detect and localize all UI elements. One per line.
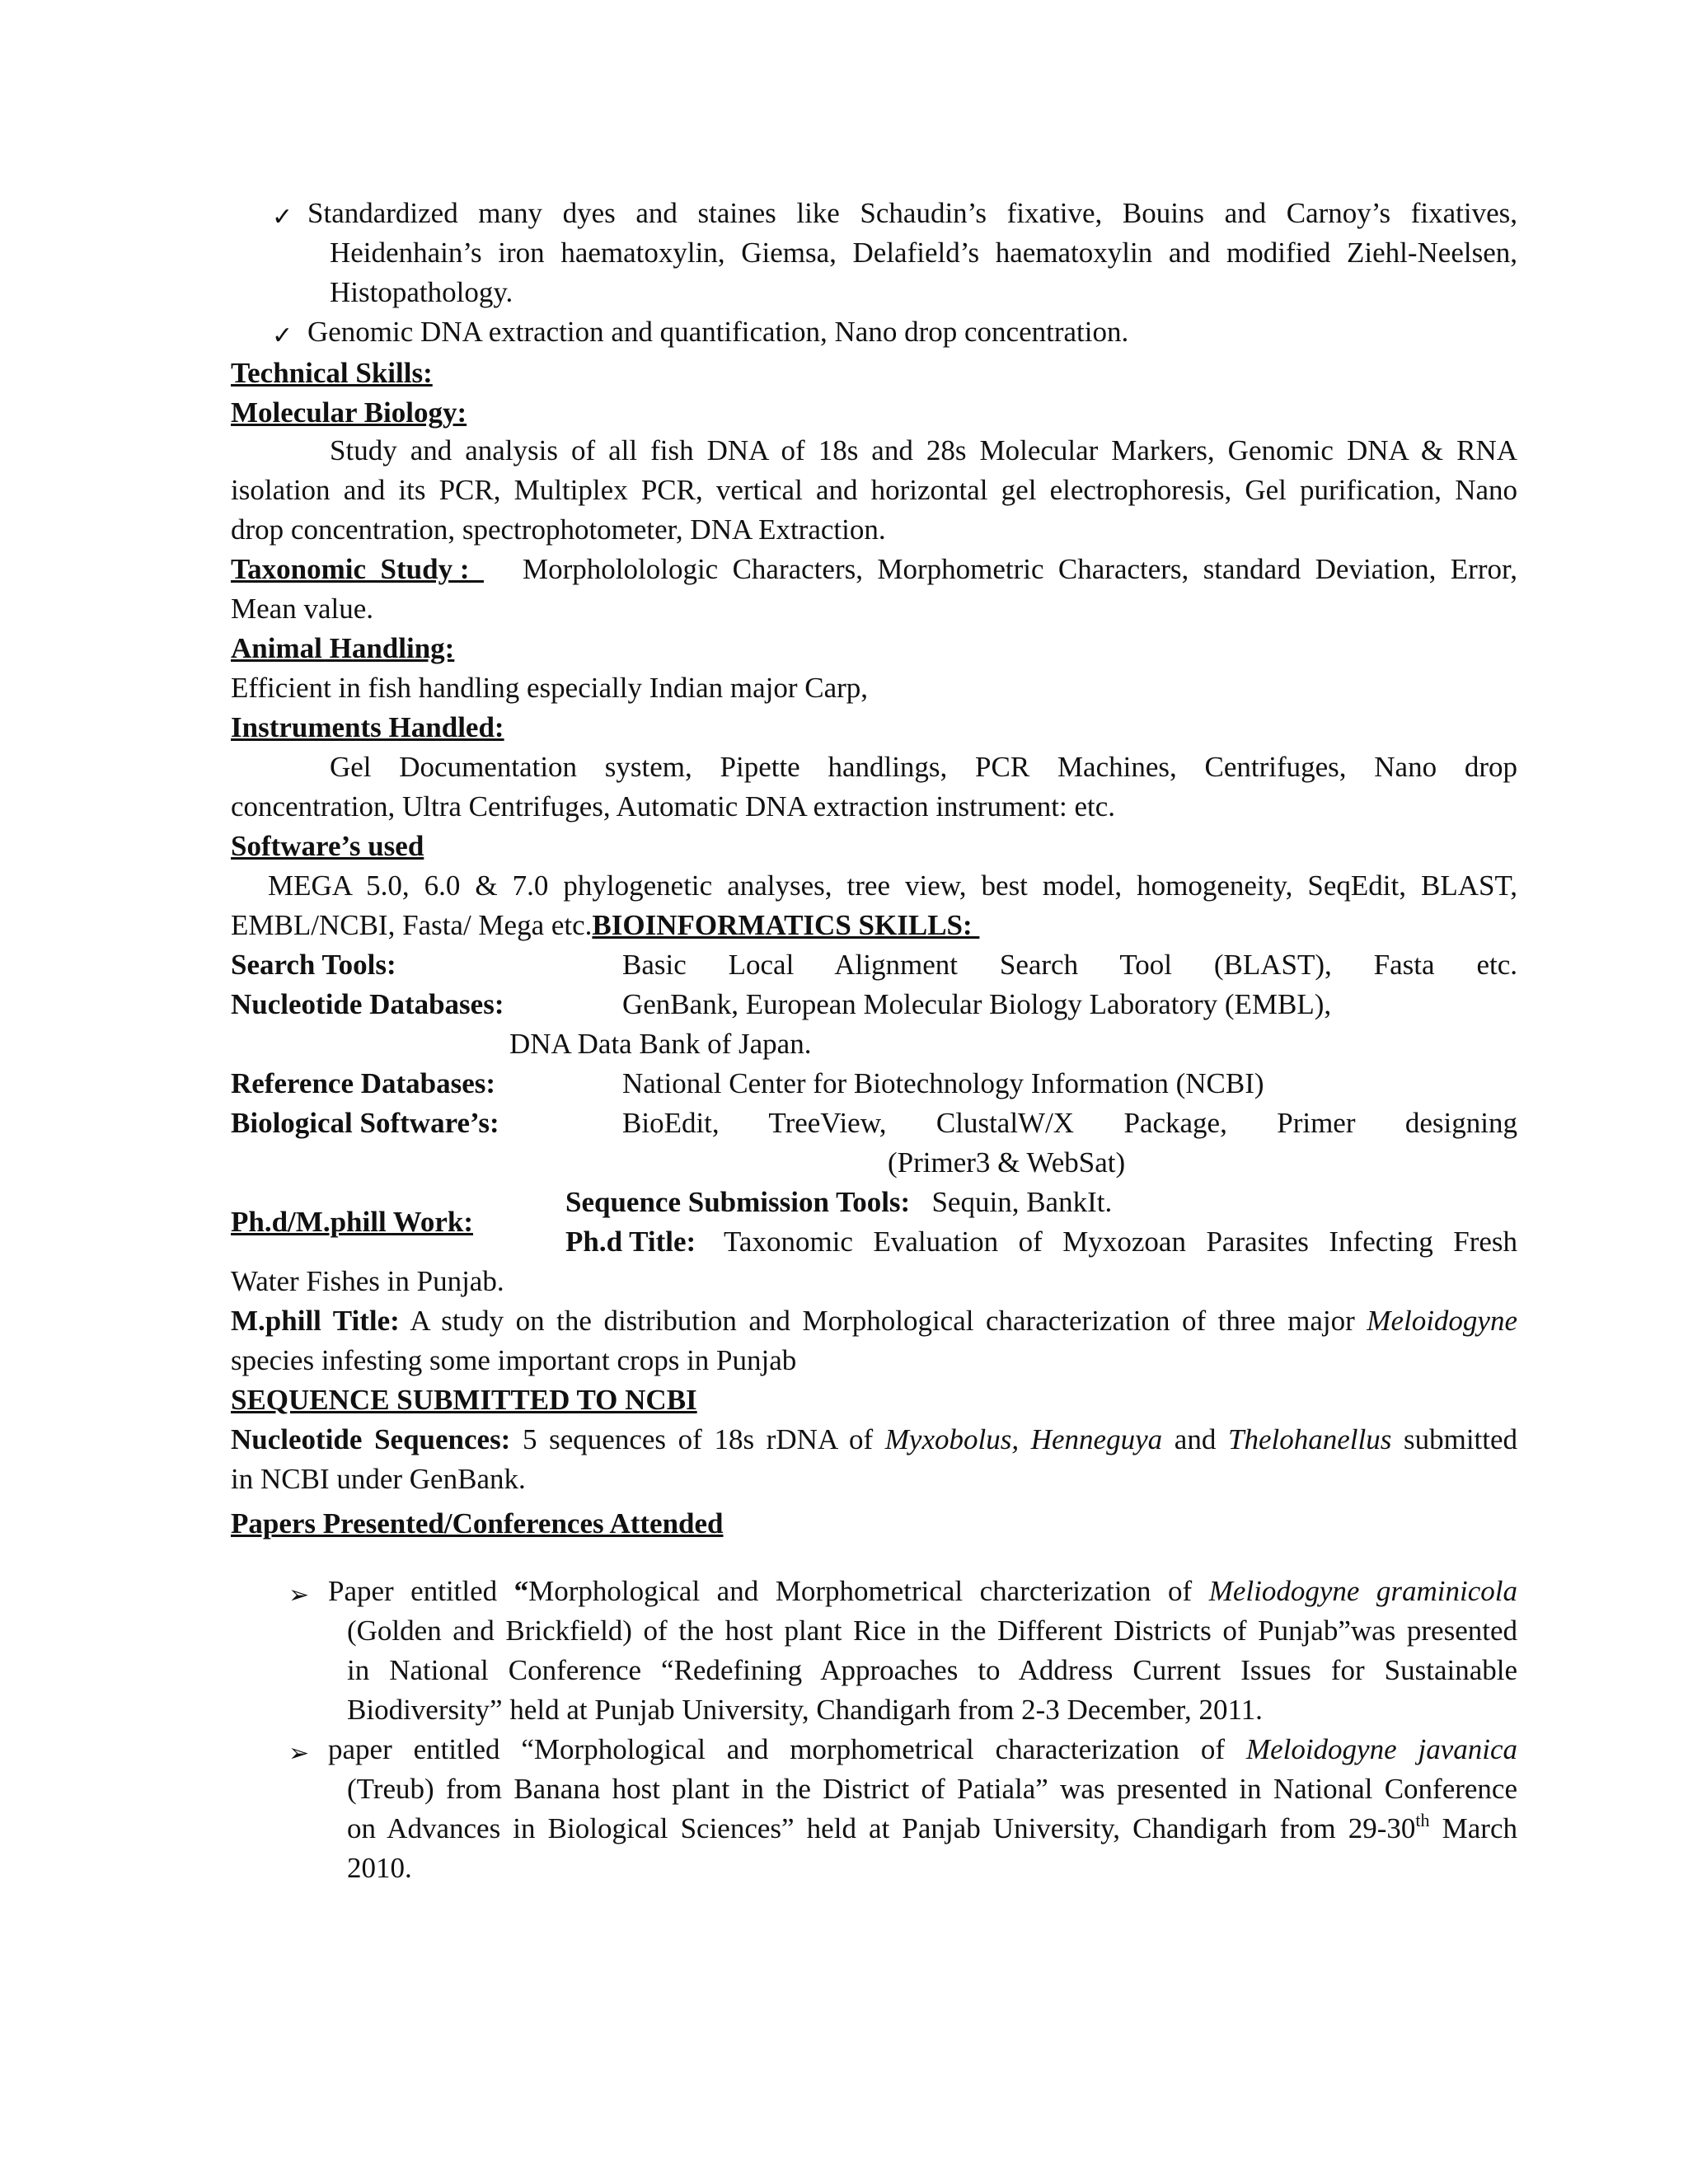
- reference-databases-value: National Center for Biotechnology Information (NCBI): [622, 1067, 1264, 1099]
- molecular-line-1: Study and analysis of all fish DNA of 18s and 28s Molecular Markers, Genomic DNA & RNA: [330, 434, 1517, 466]
- molecular-line-2: isolation and its PCR, Multiplex PCR, vertical and horizontal gel electrophoresis, Gel purification, Nano: [231, 474, 1517, 506]
- nucleotide-databases-value-2: DNA Data Bank of Japan.: [509, 1028, 812, 1060]
- paper-1-species: Meliodogyne graminicola: [1208, 1575, 1518, 1607]
- animal-handling-heading: Animal Handling:: [231, 632, 455, 664]
- checkmark-icon: ✓: [272, 203, 293, 232]
- reference-databases-label: Reference Databases:: [231, 1067, 496, 1099]
- phd-title-line-1: Taxonomic Evaluation of Myxozoan Parasites Infecting Fresh: [724, 1226, 1517, 1258]
- nucleotide-sequences-line-2: in NCBI under GenBank.: [231, 1463, 526, 1495]
- mphil-title-label: M.phill Title:: [231, 1305, 400, 1337]
- search-tools-label: Search Tools:: [231, 949, 396, 981]
- software-heading: Software’s used: [231, 830, 424, 862]
- taxonomic-line-2: Mean value.: [231, 593, 373, 625]
- instruments-heading: Instruments Handled:: [231, 711, 504, 743]
- nucleotide-sequences-line-1: [231, 1420, 1517, 1460]
- paper-2-line-2: (Treub) from Banana host plant in the District of Patiala” was presented in National Conference: [347, 1773, 1517, 1805]
- biological-software-value-2: (Primer3 & WebSat): [888, 1146, 1126, 1179]
- sequences-text-submitted: submitted: [1403, 1423, 1518, 1455]
- paper-2-species: Meloidogyne javanica: [1245, 1733, 1518, 1765]
- animal-handling-text: Efficient in fish handling especially Indian major Carp,: [231, 672, 869, 704]
- mphil-title-text: A study on the distribution and Morphological characterization of three major: [410, 1305, 1355, 1337]
- checkmark-icon: ✓: [272, 321, 293, 350]
- phd-title-line-2: Water Fishes in Punjab.: [231, 1265, 504, 1297]
- mphil-title-line-1: [231, 1301, 1517, 1342]
- paper-2-superscript: th: [1415, 1810, 1430, 1830]
- technique-line-1: Standardized many dyes and staines like Schaudin’s fixative, Bouins and Carnoy’s fixatives,: [307, 197, 1517, 229]
- submission-tools-label: Sequence Submission Tools:: [565, 1186, 911, 1218]
- sequence-submitted-heading: SEQUENCE SUBMITTED TO NCBI: [231, 1384, 697, 1416]
- technique-line-3: Histopathology.: [330, 276, 513, 308]
- paper-2-line-1: [328, 1730, 1517, 1770]
- phd-mphil-heading: Ph.d/M.phill Work:: [231, 1206, 474, 1238]
- mphil-title-line-2: species infesting some important crops in Punjab: [231, 1344, 797, 1376]
- arrow-bullet-icon: ➢: [288, 1739, 310, 1768]
- taxonomic-line-1: Morphololologic Characters, Morphometric Characters, standard Deviation, Error,: [523, 553, 1517, 585]
- mphil-title-genus: Meloidogyne: [1367, 1305, 1518, 1337]
- arrow-bullet-icon: ➢: [288, 1581, 310, 1610]
- phd-title-label: Ph.d Title:: [565, 1226, 696, 1258]
- paper-2-line-3: [347, 1809, 1517, 1849]
- paper-1-line-4: Biodiversity” held at Punjab University, Chandigarh from 2-3 December, 2011.: [347, 1694, 1263, 1726]
- sequences-genus-1: Myxobolus, Henneguya: [884, 1423, 1163, 1455]
- technical-skills-heading: Technical Skills:: [231, 357, 433, 389]
- software-line-1: MEGA 5.0, 6.0 & 7.0 phylogenetic analyses, tree view, best model, homogeneity, SeqEdit, BLAST,: [268, 869, 1517, 902]
- paper-1-line-1-pre: Paper entitled: [328, 1575, 514, 1607]
- paper-1-line-1-mid: Morphological and Morphometrical charcterization of: [528, 1575, 1193, 1607]
- submission-tools-value: Sequin, BankIt.: [931, 1186, 1113, 1218]
- nucleotide-databases-value-1: GenBank, European Molecular Biology Laboratory (EMBL),: [622, 988, 1332, 1020]
- submission-tools-line: [565, 1183, 1112, 1223]
- software-line-2-text: EMBL/NCBI, Fasta/ Mega etc.: [231, 909, 593, 941]
- paper-2-line-3-pre: on Advances in Biological Sciences” held at Panjab University, Chandigarh from 29-30: [347, 1812, 1416, 1844]
- paper-2-line-4: 2010.: [347, 1852, 412, 1884]
- molecular-biology-heading: Molecular Biology:: [231, 396, 467, 429]
- paper-1-open-quote: “: [513, 1575, 529, 1607]
- taxonomic-study-label: Taxonomic Study :: [231, 553, 484, 585]
- sequences-text: 5 sequences of 18s rDNA of: [523, 1423, 874, 1455]
- biological-software-value-1: BioEdit, TreeView, ClustalW/X Package, Primer designing: [622, 1107, 1517, 1139]
- paper-1-line-2: (Golden and Brickfield) of the host plant Rice in the Different Districts of Punjab”was presented: [347, 1615, 1517, 1647]
- nucleotide-sequences-label: Nucleotide Sequences:: [231, 1423, 511, 1455]
- nucleotide-databases-label: Nucleotide Databases:: [231, 988, 504, 1020]
- biological-software-label: Biological Software’s:: [231, 1107, 499, 1139]
- paper-2-line-1-pre: paper entitled “Morphological and morphometrical characterization of: [328, 1733, 1226, 1765]
- software-line-2: [231, 906, 979, 946]
- bioinformatics-heading: BIOINFORMATICS SKILLS:: [592, 909, 980, 941]
- paper-1-line-3: in National Conference “Redefining Approaches to Address Current Issues for Sustainable: [347, 1654, 1517, 1686]
- papers-heading: Papers Presented/Conferences Attended: [231, 1507, 724, 1540]
- molecular-line-3: drop concentration, spectrophotometer, DNA Extraction.: [231, 513, 886, 546]
- instruments-line-2: concentration, Ultra Centrifuges, Automatic DNA extraction instrument: etc.: [231, 790, 1116, 823]
- instruments-line-1: Gel Documentation system, Pipette handlings, PCR Machines, Centrifuges, Nano drop: [330, 751, 1517, 783]
- technique-item-2: Genomic DNA extraction and quantification, Nano drop concentration.: [307, 316, 1129, 348]
- technique-line-2: Heidenhain’s iron haematoxylin, Giemsa, Delafield’s haematoxylin and modified Ziehl-Neelsen,: [330, 237, 1517, 269]
- search-tools-value: Basic Local Alignment Search Tool (BLAST), Fasta etc.: [622, 949, 1517, 981]
- paper-2-line-3-post: March: [1429, 1812, 1517, 1844]
- paper-1-line-1: [328, 1572, 1517, 1612]
- sequences-text-and: and: [1174, 1423, 1217, 1455]
- sequences-genus-2: Thelohanellus: [1227, 1423, 1392, 1455]
